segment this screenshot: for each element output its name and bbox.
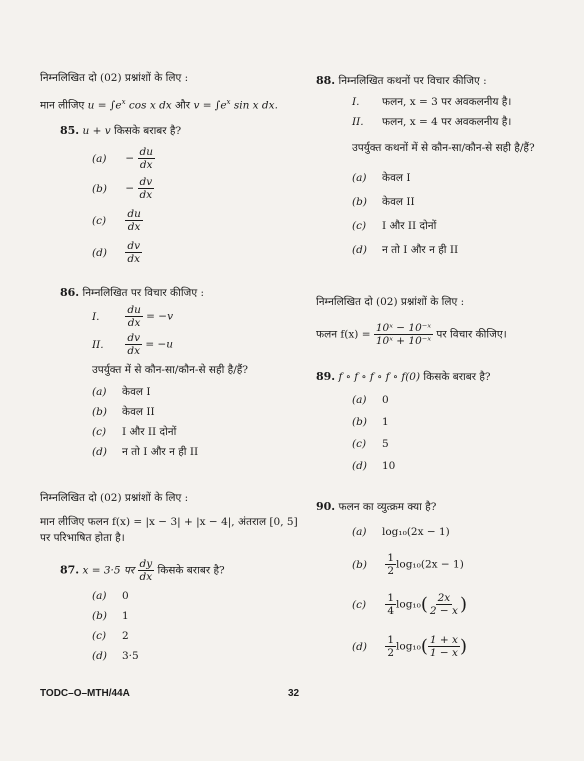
option-label: (a) [92,590,107,602]
v-def: v = ∫e [193,99,227,112]
u-sup: x [121,98,126,106]
fraction-numerator: 2x [437,592,451,604]
option-label: (c) [352,438,367,450]
coefficient-fraction [385,552,396,577]
question-85 [60,124,181,138]
option-text: केवल I [382,172,411,184]
option-text: 0 [382,394,389,406]
close-paren: ) [459,636,467,657]
option-88-c[interactable] [352,220,436,233]
question-86 [60,286,204,300]
option-text: केवल II [382,196,415,208]
log-text: log₁₀ [396,598,421,611]
function-fraction [374,322,433,347]
question-math: x = 3·5 पर [82,564,135,577]
statement-text: फलन, x = 4 पर अवकलनीय है। [382,116,512,128]
statement-fraction [125,304,142,329]
statement-rest: = −v [146,310,174,323]
coefficient-fraction [385,592,396,617]
statement-88-2 [352,116,511,129]
statement-88-1 [352,96,511,109]
option-label: (a) [352,526,367,538]
option-label: (c) [92,426,107,438]
option-fraction [138,146,155,171]
option-text: 3·5 [122,650,139,662]
option-89-d[interactable] [352,460,395,473]
option-label: (d) [92,650,107,662]
statement-86-2 [92,332,173,357]
option-text: I और II दोनों [122,426,177,438]
fraction-denominator: dx [139,189,153,201]
fraction-denominator: dx [127,345,140,357]
option-text: 1 [122,610,129,622]
option-text: I और II दोनों [382,220,437,232]
option-90-b[interactable] [352,552,464,577]
option-fraction [138,176,155,201]
question-number: 90. [316,500,336,513]
option-text: न तो I और न ही II [382,244,459,256]
statement-label: I. [92,310,100,323]
question-fraction [138,558,155,583]
option-87-d[interactable] [92,650,139,663]
option-label: (b) [352,416,367,428]
question-text: निम्नलिखित कथनों पर विचार कीजिए : [338,75,487,87]
intro-87: निम्नलिखित दो (02) प्रश्नांशों के लिए : [40,492,189,504]
fraction-numerator: du [139,146,153,158]
option-87-b[interactable] [92,610,129,623]
intro-85-86: निम्नलिखित दो (02) प्रश्नांशों के लिए : [40,72,189,84]
option-sign: − [125,182,135,195]
option-85-d[interactable] [92,240,142,265]
open-paren: ( [420,594,428,615]
option-87-c[interactable] [92,630,129,643]
question-text: किसके बराबर है? [154,564,225,577]
option-label: (b) [352,196,367,208]
fraction-numerator: dv [127,332,140,344]
fraction-denominator: 1 − x [429,647,458,659]
option-text: 2 [122,630,129,642]
fraction-numerator: 1 + x [429,634,458,646]
fraction-numerator: dv [139,176,153,188]
option-label: (b) [92,406,107,418]
option-label: (b) [352,558,367,571]
close-paren: ) [459,594,467,615]
fraction-denominator: dx [139,571,153,583]
fraction-denominator: 4 [387,605,395,617]
option-88-d[interactable] [352,244,458,257]
option-label: (d) [92,446,107,458]
statement-label: II. [352,116,364,128]
option-89-c[interactable] [352,438,389,451]
option-label: (a) [352,394,367,406]
fraction-numerator: du [127,208,141,220]
fraction-denominator: 10ˣ + 10⁻ˣ [375,335,432,347]
fraction-denominator: dx [127,221,141,233]
fraction-numerator: 1 [387,592,395,604]
option-label: (b) [92,182,107,195]
log-text: log₁₀ [396,640,421,653]
option-90-c[interactable] [352,592,467,617]
option-text: 1 [382,416,389,428]
definition-f-line2: पर परिभाषित होता है। [40,532,125,544]
option-label: (d) [92,246,107,259]
option-90-a[interactable] [352,526,450,539]
option-label: (d) [352,640,367,653]
fraction-denominator: dx [127,317,141,329]
option-86-b[interactable] [92,406,155,419]
option-sign: − [125,152,135,165]
option-85-c[interactable] [92,208,143,233]
option-label: (a) [92,386,107,398]
paper-code: TODC–O–MTH/44A [40,688,130,699]
v-rest: sin x dx. [230,99,278,112]
question-number: 85. [60,124,80,137]
statement-label: II. [92,338,104,351]
option-label: (b) [92,610,107,622]
page-number: 32 [288,688,300,699]
v-sup: x [226,98,231,106]
option-label: (c) [92,630,107,642]
u-rest: cos x dx [125,99,172,112]
question-number: 88. [316,74,336,87]
question-text: किसके बराबर है? [420,371,491,383]
option-text: 10 [382,460,396,472]
option-text: केवल II [122,406,155,418]
intro-89-90: निम्नलिखित दो (02) प्रश्नांशों के लिए : [316,296,465,308]
option-87-a[interactable] [92,590,129,603]
fraction-numerator: 1 [387,552,395,564]
question-math: u + v [82,125,111,137]
question-text: फलन का व्युत्क्रम क्या है? [338,501,437,513]
statement-rest: = −u [145,338,174,351]
question-89 [316,370,491,384]
u-def: u = ∫e [87,99,122,112]
option-88-b[interactable] [352,196,415,209]
option-85-a[interactable] [92,146,155,171]
definition-f-line1: मान लीजिए फलन f(x) = |x − 3| + |x − 4|, अंतराल [0, 5] [40,516,298,528]
option-86-d[interactable] [92,446,198,459]
question-87 [60,558,225,583]
option-85-b[interactable] [92,176,154,201]
option-90-d[interactable] [352,634,467,659]
function-suffix: पर विचार कीजिए। [436,328,507,341]
option-text: 0 [122,590,129,602]
option-88-a[interactable] [352,172,411,185]
option-text: log₁₀(2x − 1) [382,526,450,538]
question-math: f ∘ f ∘ f ∘ f ∘ f(0) [338,371,421,383]
fraction-numerator: 1 [387,634,395,646]
function-prefix: फलन f(x) = [316,328,371,341]
question-number: 89. [316,370,336,383]
question-number: 86. [60,286,80,299]
option-fraction [125,208,142,233]
statement-label: I. [352,96,360,108]
question-text: निम्नलिखित पर विचार कीजिए : [82,287,205,299]
option-86-c[interactable] [92,426,176,439]
question-88 [316,74,487,88]
statement-text: फलन, x = 3 पर अवकलनीय है। [382,96,512,108]
definition-u-v [40,96,278,113]
question-86-ask: उपर्युक्त में से कौन-सा/कौन-से सही है/हैं? [92,364,248,376]
option-text: 5 [382,438,389,450]
fraction-denominator: dx [127,253,140,265]
question-88-ask: उपर्युक्त कथनों में से कौन-सा/कौन-से सही है/हैं? [352,142,535,154]
option-label: (c) [352,598,367,611]
option-label: (d) [352,244,367,256]
option-fraction [125,240,142,265]
fraction-numerator: dy [139,558,153,570]
option-text: न तो I और न ही II [122,446,199,458]
option-86-a[interactable] [92,386,151,399]
question-text: किसके बराबर है? [110,125,182,137]
option-label: (d) [352,460,367,472]
question-90 [316,500,436,514]
fraction-numerator: dv [127,240,140,252]
argument-fraction [428,592,460,617]
statement-fraction [125,332,142,357]
question-number: 87. [60,563,80,577]
fraction-denominator: 2 [387,647,395,659]
option-label: (a) [352,172,367,184]
fraction-denominator: dx [139,159,153,171]
coefficient-fraction [385,634,396,659]
argument-fraction [428,634,460,659]
option-89-a[interactable] [352,394,389,407]
and-word: और [171,99,194,112]
fraction-numerator: 10ˣ − 10⁻ˣ [375,322,432,334]
let-prefix: मान लीजिए [40,99,85,112]
function-definition [316,322,507,347]
option-label: (a) [92,152,107,165]
fraction-numerator: du [127,304,141,316]
fraction-denominator: 2 [387,565,395,577]
option-text: केवल I [122,386,151,398]
option-label: (c) [352,220,367,232]
option-89-b[interactable] [352,416,389,429]
option-label: (c) [92,214,107,227]
fraction-denominator: 2 − x [429,605,458,617]
option-text: log₁₀(2x − 1) [396,558,464,571]
statement-86-1 [92,304,173,329]
open-paren: ( [420,636,428,657]
